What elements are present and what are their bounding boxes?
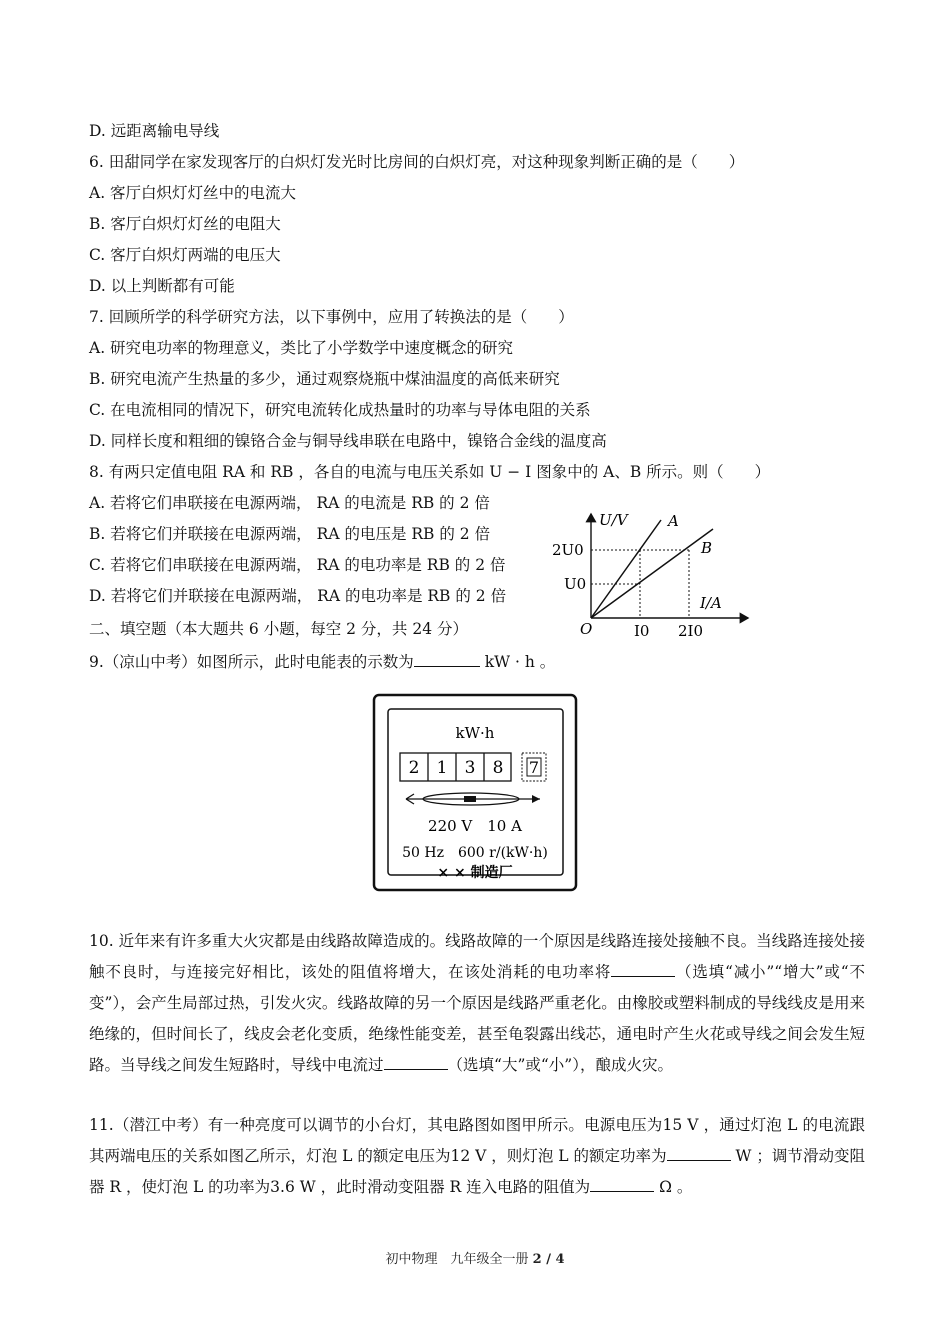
meter-digit-4: 8: [492, 758, 504, 778]
y-tick-2u0: 2U0: [552, 541, 584, 559]
meter-rating-line1: 220 V 10 A: [428, 817, 522, 835]
q10-part3: （选填“大”或“小”），酿成火灾。: [447, 1056, 673, 1074]
q6-option-d: D. 以上判断都有可能: [89, 277, 235, 295]
q11-part2: W ；调节滑动变阻器 R ，使灯泡 L 的功率为3.6 W ，此时滑动变阻器 R 连入电路的阻值为: [89, 1147, 865, 1196]
q11-text: [89, 1110, 865, 1203]
meter-rating-line2: 50 Hz 600 r/(kW·h): [402, 845, 548, 861]
q8-option-a: A. 若将它们串联接在电源两端， RA 的电流是 RB 的 2 倍: [89, 494, 490, 512]
q8-stem: 8. 有两只定值电阻 RA 和 RB ，各自的电流与电压关系如 U − I 图象中的 A、B 所示。则（ ）: [89, 463, 771, 481]
q10-blank-2: [384, 1053, 448, 1070]
q11-blank-1: [667, 1144, 731, 1161]
section-heading: 二、填空题（本大题共 6 小题，每空 2 分，共 24 分）: [89, 620, 469, 638]
electric-meter: [372, 693, 580, 893]
meter-unit: kW·h: [455, 724, 495, 742]
x-axis-label: I/A: [700, 594, 722, 612]
q10-part1: 10. 近年来有许多重大火灾都是由线路故障造成的。线路故障的一个原因是线路连接处接触不良。当线路连接处接触不良时，与连接完好相比，该处的阻值将增大，在该处消耗的电功率将: [89, 932, 865, 981]
q8-option-d: D. 若将它们并联接在电源两端， RA 的电功率是 RB 的 2 倍: [89, 587, 507, 605]
line-b: [591, 529, 713, 618]
q5-option-d: D. 远距离输电导线: [89, 122, 220, 140]
meter-digit-1: 2: [408, 758, 420, 778]
meter-decimal-digit: 7: [528, 758, 540, 777]
q9-answer-blank: [414, 650, 480, 667]
meter-digit-3: 3: [464, 758, 476, 778]
q11-part3: Ω 。: [654, 1178, 693, 1196]
q8-option-c: C. 若将它们串联接在电源两端， RA 的电功率是 RB 的 2 倍: [89, 556, 506, 574]
meter-manufacturer: × × 制造厂: [437, 865, 513, 881]
y-axis-label: U/V: [599, 511, 628, 529]
q11-blank-2: [590, 1175, 654, 1192]
q7-stem: 7. 回顾所学的科学研究方法，以下事例中，应用了转换法的是（ ）: [89, 308, 574, 326]
y-tick-u0: U0: [564, 575, 587, 593]
u-i-graph: [548, 508, 758, 640]
q10-part2: （选填“减小”“增大”或“不变”），会产生局部过热，引发火灾。线路故障的另一个原因是线路严重老化。由橡胶或塑料制成的导线线皮是用来绝缘的，但时间长了，线皮会老化变质，绝缘性能变差，甚至龟裂露出线芯，通电时产生火花或导线之间会发生短路。当导线之间发生短路时，导线中电流过: [89, 963, 865, 1074]
q9-stem-suffix: kW · h 。: [479, 653, 556, 671]
meter-digit-2: 1: [436, 758, 448, 778]
q10-blank-1: [611, 960, 675, 977]
q7-option-c: C. 在电流相同的情况下，研究电流转化成热量时的功率与导体电阻的关系: [89, 401, 591, 419]
q7-option-b: B. 研究电流产生热量的多少，通过观察烧瓶中煤油温度的高低来研究: [89, 370, 560, 388]
x-tick-2i0: 2I0: [678, 622, 704, 640]
line-a: [591, 520, 661, 618]
q7-option-d: D. 同样长度和粗细的镍铬合金与铜导线串联在电路中，镍铬合金线的温度高: [89, 432, 607, 450]
line-a-label: A: [668, 512, 679, 530]
q7-option-a: A. 研究电功率的物理意义，类比了小学数学中速度概念的研究: [89, 339, 514, 357]
page-number: 2 / 4: [532, 1252, 565, 1267]
q8-option-b: B. 若将它们并联接在电源两端， RA 的电压是 RB 的 2 倍: [89, 525, 491, 543]
line-b-label: B: [701, 539, 713, 557]
q6-option-b: B. 客厅白炽灯灯丝的电阻大: [89, 215, 281, 233]
q9-stem: [89, 650, 555, 672]
x-tick-i0: I0: [634, 622, 650, 640]
footer-text: 初中物理 九年级全一册: [385, 1252, 533, 1267]
q6-option-a: A. 客厅白炽灯灯丝中的电流大: [89, 184, 297, 202]
page-footer: [0, 1248, 950, 1267]
q11-part1: 11.（潜江中考）有一种亮度可以调节的小台灯，其电路图如图甲所示。电源电压为15 V ，通过灯泡 L 的电流跟其两端电压的关系如图乙所示，灯泡 L 的额定电压为12 V ，则灯泡 L 的额定功率为: [89, 1116, 865, 1165]
q6-stem: 6. 田甜同学在家发现客厅的白炽灯发光时比房间的白炽灯亮，对这种现象判断正确的是（ ）: [89, 153, 745, 171]
q10-text: [89, 926, 865, 1081]
origin-label: O: [580, 620, 593, 638]
q6-option-c: C. 客厅白炽灯两端的电压大: [89, 246, 281, 264]
q9-stem-prefix: 9.（凉山中考）如图所示，此时电能表的示数为: [89, 653, 414, 671]
